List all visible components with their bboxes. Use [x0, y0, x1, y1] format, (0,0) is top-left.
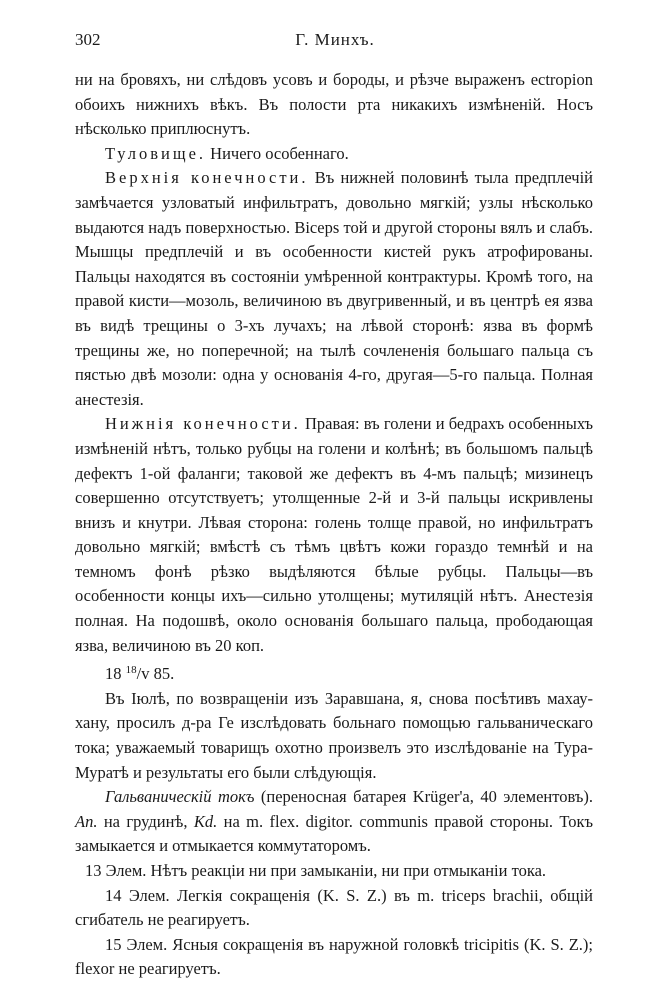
section-head-lower-limbs: Нижнія конечности. — [105, 414, 301, 434]
lower-limbs-text: Правая: въ голени и бедрахъ особенныхъ измѣненій нѣтъ, только рубцы на голени и колѣнѣ; въ большомъ пальцѣ дефектъ 1-ой фаланги; таковой же дефектъ въ 4-мъ пальцѣ; мизинецъ совершенно отсутствуетъ; утолщенные 2-й и 3-й пальцы искривлены внизъ и кнутри. Лѣвая сторона: голень толще правой, но инфильтратъ довольно мягкій; вмѣстѣ съ тѣмъ цвѣтъ кожи гораздо темнѣй и на темномъ фонѣ рѣзко выдѣляются бѣлые рубцы. Пальцы—въ особенности концы ихъ—сильно утолщены; мутиляцій нѣтъ. Анестезія полная. На подошвѣ, около основанія большаго пальца, прободающая язва, величиною въ 20 коп. — [75, 414, 593, 655]
paragraph-galvanic — [75, 785, 593, 859]
upper-limbs-text: Въ нижней половинѣ тыла предплечій замѣчается узловатый инфильтратъ, довольно мягкій; узлы нѣсколько выдаются надъ поверхностью. Biceps той и другой стороны вялъ и слабъ. Мышцы предплечій и въ особенности кистей рукъ атрофированы. Пальцы находятся въ состояніи умѣренной контрактуры. Кромѣ того, на правой кисти—мозоль, величиною въ двугривенный, и въ центрѣ ея язва въ видѣ трещины о 3-хъ лучахъ; на лѣвой сторонѣ: язва въ формѣ трещины же, но поперечной; на тылѣ сочлененія большаго пальца съ пястью двѣ мозоли: одна у основанія 4-го, другая—5-го пальца. Полная анестезія. — [75, 168, 593, 409]
page-header — [75, 30, 595, 54]
paragraph-upper-limbs — [75, 166, 593, 412]
cathode-label: Kd. — [193, 811, 218, 831]
torso-text: Ничего особеннаго. — [206, 143, 349, 163]
section-head-upper-limbs: Верхнія конечности. — [105, 168, 309, 188]
page-number: 302 — [75, 30, 101, 49]
date-rest: /v 85. — [136, 664, 175, 684]
paragraph-torso — [75, 142, 593, 167]
galvanic-text: (переносная батарея Krüger'а, 40 элементовъ). — [254, 787, 593, 807]
paragraph-face: ни на бровяхъ, ни слѣдовъ усовъ и бороды, и рѣзче выраженъ ectropion обоихъ нижнихъ вѣкъ. Въ полости рта никакихъ измѣненій. Носъ нѣсколько приплюснутъ. — [75, 70, 593, 139]
date-day: 18 — [105, 664, 126, 684]
entry-13: 13 Элем. Нѣтъ реакціи ни при замыканіи, ни при отмыканіи тока. — [85, 861, 547, 880]
entry-14: 14 Элем. Легкія сокращенія (K. S. Z.) въ m. triceps brachii, общій сгибатель не реагируетъ. — [75, 885, 593, 930]
galvanic-heading: Гальваническій токъ — [105, 787, 255, 807]
anode-label: An. — [75, 811, 98, 831]
paragraph-july: Въ Іюлѣ, по возвращеніи изъ Заравшана, я, снова посѣтивъ махау-хану, просилъ д-ра Ге изслѣдовать больнаго помощью гальваническаго тока; уважаемый товарищъ охотно произвелъ это изслѣдованіе на Тура-Муратѣ и результаты его были слѣдующія. — [75, 688, 593, 782]
entry-15: 15 Элем. Ясныя сокращенія въ наружной головкѣ tricipitis (K. S. Z.); flexor не реагируетъ. — [75, 934, 593, 979]
date-superscript: 18 — [125, 664, 137, 677]
date-line — [75, 658, 593, 687]
body-text — [75, 68, 593, 982]
running-title: Г. Минхъ. — [295, 30, 375, 49]
section-head-torso: Туловище. — [105, 143, 207, 163]
galvanic-mid: на грудинѣ, — [97, 811, 194, 831]
galvanic-end: на m. flex. digitor. communis правой стороны. Токъ замыкается и отмыкается коммутаторомъ. — [75, 811, 593, 856]
paragraph-lower-limbs — [75, 412, 593, 658]
